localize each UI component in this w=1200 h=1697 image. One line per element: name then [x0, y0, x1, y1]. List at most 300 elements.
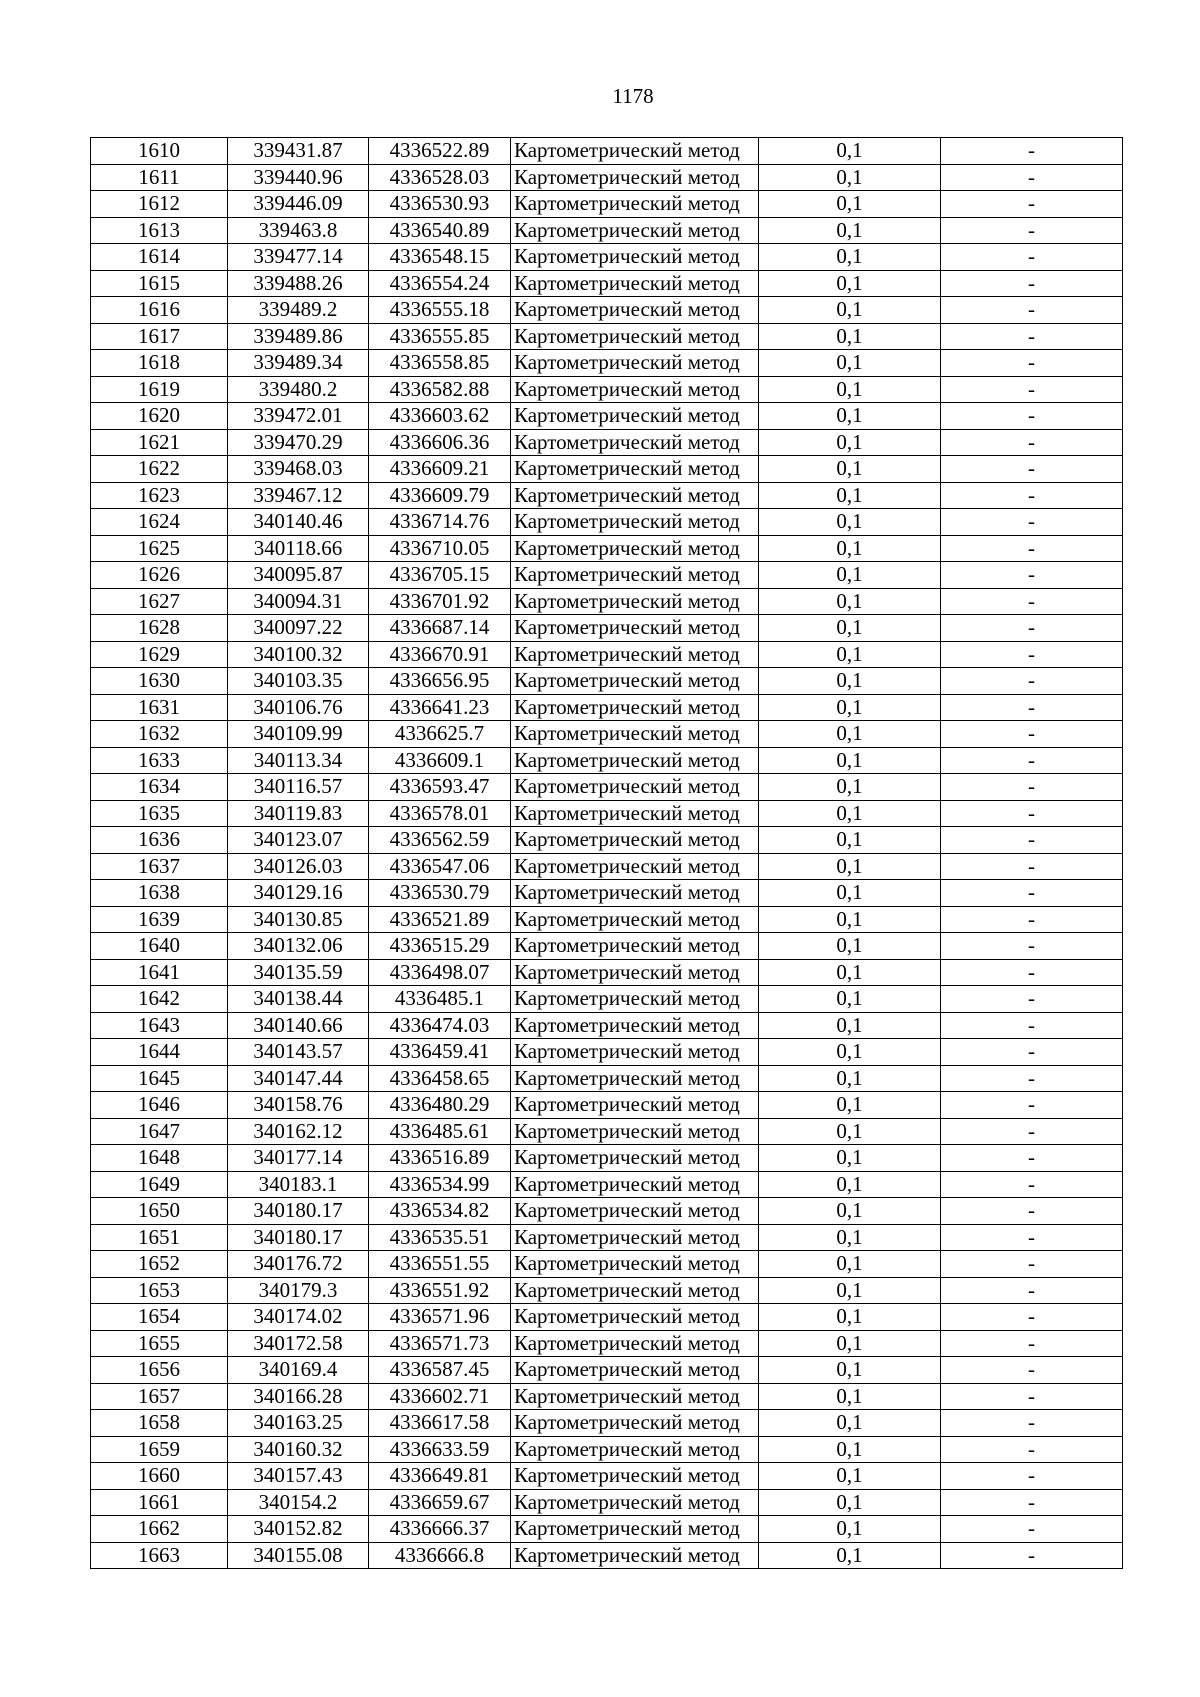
y-coordinate-cell: 4336701.92	[369, 588, 511, 615]
point-number-cell: 1616	[91, 297, 228, 324]
x-coordinate-cell: 339489.34	[228, 350, 369, 377]
method-cell: Картометрический метод	[511, 1357, 759, 1384]
description-cell: -	[941, 403, 1123, 430]
accuracy-cell: 0,1	[759, 244, 941, 271]
y-coordinate-cell: 4336530.93	[369, 191, 511, 218]
description-cell: -	[941, 615, 1123, 642]
y-coordinate-cell: 4336625.7	[369, 721, 511, 748]
y-coordinate-cell: 4336602.71	[369, 1383, 511, 1410]
y-coordinate-cell: 4336474.03	[369, 1012, 511, 1039]
table-row	[91, 1410, 1123, 1437]
accuracy-cell: 0,1	[759, 1383, 941, 1410]
point-number-cell: 1641	[91, 959, 228, 986]
method-cell: Картометрический метод	[511, 694, 759, 721]
point-number-cell: 1626	[91, 562, 228, 589]
x-coordinate-cell: 340113.34	[228, 747, 369, 774]
accuracy-cell: 0,1	[759, 164, 941, 191]
x-coordinate-cell: 340157.43	[228, 1463, 369, 1490]
x-coordinate-cell: 340109.99	[228, 721, 369, 748]
point-number-cell: 1621	[91, 429, 228, 456]
point-number-cell: 1650	[91, 1198, 228, 1225]
accuracy-cell: 0,1	[759, 1065, 941, 1092]
description-cell: -	[941, 800, 1123, 827]
description-cell: -	[941, 986, 1123, 1013]
method-cell: Картометрический метод	[511, 800, 759, 827]
description-cell: -	[941, 880, 1123, 907]
y-coordinate-cell: 4336522.89	[369, 138, 511, 165]
description-cell: -	[941, 270, 1123, 297]
method-cell: Картометрический метод	[511, 1224, 759, 1251]
x-coordinate-cell: 340129.16	[228, 880, 369, 907]
description-cell: -	[941, 297, 1123, 324]
y-coordinate-cell: 4336609.21	[369, 456, 511, 483]
point-number-cell: 1614	[91, 244, 228, 271]
point-number-cell: 1656	[91, 1357, 228, 1384]
accuracy-cell: 0,1	[759, 694, 941, 721]
table-row	[91, 1251, 1123, 1278]
table-row	[91, 668, 1123, 695]
x-coordinate-cell: 340097.22	[228, 615, 369, 642]
description-cell: -	[941, 1012, 1123, 1039]
table-row	[91, 1463, 1123, 1490]
accuracy-cell: 0,1	[759, 350, 941, 377]
x-coordinate-cell: 339489.86	[228, 323, 369, 350]
description-cell: -	[941, 721, 1123, 748]
method-cell: Картометрический метод	[511, 1330, 759, 1357]
table-row	[91, 1304, 1123, 1331]
y-coordinate-cell: 4336609.1	[369, 747, 511, 774]
table-row	[91, 986, 1123, 1013]
point-number-cell: 1644	[91, 1039, 228, 1066]
accuracy-cell: 0,1	[759, 1012, 941, 1039]
y-coordinate-cell: 4336593.47	[369, 774, 511, 801]
description-cell: -	[941, 1463, 1123, 1490]
y-coordinate-cell: 4336555.85	[369, 323, 511, 350]
description-cell: -	[941, 1489, 1123, 1516]
description-cell: -	[941, 191, 1123, 218]
point-number-cell: 1645	[91, 1065, 228, 1092]
y-coordinate-cell: 4336485.61	[369, 1118, 511, 1145]
table-row	[91, 1516, 1123, 1543]
method-cell: Картометрический метод	[511, 456, 759, 483]
description-cell: -	[941, 1383, 1123, 1410]
x-coordinate-cell: 340138.44	[228, 986, 369, 1013]
accuracy-cell: 0,1	[759, 1516, 941, 1543]
y-coordinate-cell: 4336534.82	[369, 1198, 511, 1225]
x-coordinate-cell: 340130.85	[228, 906, 369, 933]
accuracy-cell: 0,1	[759, 906, 941, 933]
table-row	[91, 588, 1123, 615]
point-number-cell: 1625	[91, 535, 228, 562]
point-number-cell: 1639	[91, 906, 228, 933]
method-cell: Картометрический метод	[511, 1198, 759, 1225]
table-row	[91, 1171, 1123, 1198]
description-cell: -	[941, 1171, 1123, 1198]
table-row	[91, 853, 1123, 880]
accuracy-cell: 0,1	[759, 641, 941, 668]
y-coordinate-cell: 4336603.62	[369, 403, 511, 430]
method-cell: Картометрический метод	[511, 482, 759, 509]
point-number-cell: 1630	[91, 668, 228, 695]
table-row	[91, 1542, 1123, 1569]
description-cell: -	[941, 1357, 1123, 1384]
table-row	[91, 535, 1123, 562]
y-coordinate-cell: 4336554.24	[369, 270, 511, 297]
accuracy-cell: 0,1	[759, 1171, 941, 1198]
method-cell: Картометрический метод	[511, 1145, 759, 1172]
x-coordinate-cell: 340177.14	[228, 1145, 369, 1172]
y-coordinate-cell: 4336710.05	[369, 535, 511, 562]
x-coordinate-cell: 340174.02	[228, 1304, 369, 1331]
description-cell: -	[941, 1065, 1123, 1092]
x-coordinate-cell: 340162.12	[228, 1118, 369, 1145]
y-coordinate-cell: 4336587.45	[369, 1357, 511, 1384]
y-coordinate-cell: 4336609.79	[369, 482, 511, 509]
x-coordinate-cell: 340103.35	[228, 668, 369, 695]
table-row	[91, 1198, 1123, 1225]
point-number-cell: 1615	[91, 270, 228, 297]
y-coordinate-cell: 4336670.91	[369, 641, 511, 668]
x-coordinate-cell: 340160.32	[228, 1436, 369, 1463]
method-cell: Картометрический метод	[511, 191, 759, 218]
y-coordinate-cell: 4336528.03	[369, 164, 511, 191]
method-cell: Картометрический метод	[511, 933, 759, 960]
accuracy-cell: 0,1	[759, 721, 941, 748]
table-row	[91, 138, 1123, 165]
description-cell: -	[941, 694, 1123, 721]
method-cell: Картометрический метод	[511, 1410, 759, 1437]
y-coordinate-cell: 4336548.15	[369, 244, 511, 271]
method-cell: Картометрический метод	[511, 403, 759, 430]
accuracy-cell: 0,1	[759, 668, 941, 695]
point-number-cell: 1640	[91, 933, 228, 960]
x-coordinate-cell: 340179.3	[228, 1277, 369, 1304]
y-coordinate-cell: 4336498.07	[369, 959, 511, 986]
x-coordinate-cell: 340118.66	[228, 535, 369, 562]
method-cell: Картометрический метод	[511, 562, 759, 589]
point-number-cell: 1663	[91, 1542, 228, 1569]
accuracy-cell: 0,1	[759, 827, 941, 854]
accuracy-cell: 0,1	[759, 509, 941, 536]
table-row	[91, 1436, 1123, 1463]
point-number-cell: 1631	[91, 694, 228, 721]
point-number-cell: 1655	[91, 1330, 228, 1357]
y-coordinate-cell: 4336555.18	[369, 297, 511, 324]
y-coordinate-cell: 4336558.85	[369, 350, 511, 377]
point-number-cell: 1613	[91, 217, 228, 244]
method-cell: Картометрический метод	[511, 1304, 759, 1331]
description-cell: -	[941, 1118, 1123, 1145]
y-coordinate-cell: 4336705.15	[369, 562, 511, 589]
table-row	[91, 615, 1123, 642]
x-coordinate-cell: 339463.8	[228, 217, 369, 244]
method-cell: Картометрический метод	[511, 774, 759, 801]
accuracy-cell: 0,1	[759, 853, 941, 880]
accuracy-cell: 0,1	[759, 323, 941, 350]
description-cell: -	[941, 774, 1123, 801]
point-number-cell: 1643	[91, 1012, 228, 1039]
accuracy-cell: 0,1	[759, 535, 941, 562]
accuracy-cell: 0,1	[759, 1304, 941, 1331]
description-cell: -	[941, 1224, 1123, 1251]
method-cell: Картометрический метод	[511, 880, 759, 907]
description-cell: -	[941, 641, 1123, 668]
point-number-cell: 1629	[91, 641, 228, 668]
point-number-cell: 1661	[91, 1489, 228, 1516]
point-number-cell: 1637	[91, 853, 228, 880]
accuracy-cell: 0,1	[759, 800, 941, 827]
y-coordinate-cell: 4336551.92	[369, 1277, 511, 1304]
method-cell: Картометрический метод	[511, 509, 759, 536]
x-coordinate-cell: 339480.2	[228, 376, 369, 403]
method-cell: Картометрический метод	[511, 1463, 759, 1490]
y-coordinate-cell: 4336578.01	[369, 800, 511, 827]
point-number-cell: 1628	[91, 615, 228, 642]
x-coordinate-cell: 339477.14	[228, 244, 369, 271]
accuracy-cell: 0,1	[759, 482, 941, 509]
y-coordinate-cell: 4336534.99	[369, 1171, 511, 1198]
method-cell: Картометрический метод	[511, 906, 759, 933]
y-coordinate-cell: 4336582.88	[369, 376, 511, 403]
accuracy-cell: 0,1	[759, 774, 941, 801]
y-coordinate-cell: 4336649.81	[369, 1463, 511, 1490]
method-cell: Картометрический метод	[511, 297, 759, 324]
point-number-cell: 1623	[91, 482, 228, 509]
point-number-cell: 1619	[91, 376, 228, 403]
point-number-cell: 1642	[91, 986, 228, 1013]
point-number-cell: 1653	[91, 1277, 228, 1304]
method-cell: Картометрический метод	[511, 244, 759, 271]
table-row	[91, 429, 1123, 456]
method-cell: Картометрический метод	[511, 615, 759, 642]
point-number-cell: 1662	[91, 1516, 228, 1543]
point-number-cell: 1646	[91, 1092, 228, 1119]
y-coordinate-cell: 4336571.96	[369, 1304, 511, 1331]
y-coordinate-cell: 4336515.29	[369, 933, 511, 960]
method-cell: Картометрический метод	[511, 1092, 759, 1119]
table-row	[91, 482, 1123, 509]
x-coordinate-cell: 340147.44	[228, 1065, 369, 1092]
accuracy-cell: 0,1	[759, 297, 941, 324]
method-cell: Картометрический метод	[511, 1383, 759, 1410]
table-row	[91, 217, 1123, 244]
table-row	[91, 1330, 1123, 1357]
description-cell: -	[941, 509, 1123, 536]
accuracy-cell: 0,1	[759, 191, 941, 218]
x-coordinate-cell: 339488.26	[228, 270, 369, 297]
point-number-cell: 1612	[91, 191, 228, 218]
point-number-cell: 1651	[91, 1224, 228, 1251]
y-coordinate-cell: 4336666.8	[369, 1542, 511, 1569]
point-number-cell: 1622	[91, 456, 228, 483]
x-coordinate-cell: 340126.03	[228, 853, 369, 880]
x-coordinate-cell: 339472.01	[228, 403, 369, 430]
method-cell: Картометрический метод	[511, 668, 759, 695]
y-coordinate-cell: 4336530.79	[369, 880, 511, 907]
point-number-cell: 1657	[91, 1383, 228, 1410]
y-coordinate-cell: 4336485.1	[369, 986, 511, 1013]
description-cell: -	[941, 244, 1123, 271]
y-coordinate-cell: 4336571.73	[369, 1330, 511, 1357]
description-cell: -	[941, 1516, 1123, 1543]
accuracy-cell: 0,1	[759, 403, 941, 430]
description-cell: -	[941, 747, 1123, 774]
x-coordinate-cell: 340095.87	[228, 562, 369, 589]
x-coordinate-cell: 340154.2	[228, 1489, 369, 1516]
table-row	[91, 880, 1123, 907]
method-cell: Картометрический метод	[511, 1489, 759, 1516]
method-cell: Картометрический метод	[511, 721, 759, 748]
x-coordinate-cell: 339446.09	[228, 191, 369, 218]
accuracy-cell: 0,1	[759, 429, 941, 456]
accuracy-cell: 0,1	[759, 1489, 941, 1516]
y-coordinate-cell: 4336459.41	[369, 1039, 511, 1066]
table-row	[91, 191, 1123, 218]
accuracy-cell: 0,1	[759, 986, 941, 1013]
x-coordinate-cell: 339470.29	[228, 429, 369, 456]
table-row	[91, 297, 1123, 324]
description-cell: -	[941, 456, 1123, 483]
description-cell: -	[941, 1039, 1123, 1066]
table-row	[91, 323, 1123, 350]
description-cell: -	[941, 588, 1123, 615]
y-coordinate-cell: 4336551.55	[369, 1251, 511, 1278]
method-cell: Картометрический метод	[511, 1251, 759, 1278]
x-coordinate-cell: 339440.96	[228, 164, 369, 191]
description-cell: -	[941, 933, 1123, 960]
x-coordinate-cell: 340094.31	[228, 588, 369, 615]
point-number-cell: 1652	[91, 1251, 228, 1278]
accuracy-cell: 0,1	[759, 138, 941, 165]
y-coordinate-cell: 4336687.14	[369, 615, 511, 642]
method-cell: Картометрический метод	[511, 138, 759, 165]
x-coordinate-cell: 340140.66	[228, 1012, 369, 1039]
accuracy-cell: 0,1	[759, 959, 941, 986]
x-coordinate-cell: 340143.57	[228, 1039, 369, 1066]
y-coordinate-cell: 4336540.89	[369, 217, 511, 244]
accuracy-cell: 0,1	[759, 270, 941, 297]
y-coordinate-cell: 4336535.51	[369, 1224, 511, 1251]
table-row	[91, 694, 1123, 721]
x-coordinate-cell: 340140.46	[228, 509, 369, 536]
point-number-cell: 1620	[91, 403, 228, 430]
method-cell: Картометрический метод	[511, 1065, 759, 1092]
table-row	[91, 350, 1123, 377]
accuracy-cell: 0,1	[759, 1436, 941, 1463]
description-cell: -	[941, 853, 1123, 880]
point-number-cell: 1627	[91, 588, 228, 615]
accuracy-cell: 0,1	[759, 1145, 941, 1172]
table-row	[91, 1357, 1123, 1384]
point-number-cell: 1648	[91, 1145, 228, 1172]
method-cell: Картометрический метод	[511, 1277, 759, 1304]
x-coordinate-cell: 340116.57	[228, 774, 369, 801]
y-coordinate-cell: 4336606.36	[369, 429, 511, 456]
y-coordinate-cell: 4336480.29	[369, 1092, 511, 1119]
coordinates-table	[90, 137, 1123, 1569]
description-cell: -	[941, 1304, 1123, 1331]
accuracy-cell: 0,1	[759, 1198, 941, 1225]
description-cell: -	[941, 1145, 1123, 1172]
description-cell: -	[941, 668, 1123, 695]
x-coordinate-cell: 340180.17	[228, 1198, 369, 1225]
point-number-cell: 1633	[91, 747, 228, 774]
x-coordinate-cell: 339431.87	[228, 138, 369, 165]
table-row	[91, 933, 1123, 960]
method-cell: Картометрический метод	[511, 1039, 759, 1066]
accuracy-cell: 0,1	[759, 562, 941, 589]
table-row	[91, 721, 1123, 748]
point-number-cell: 1624	[91, 509, 228, 536]
y-coordinate-cell: 4336516.89	[369, 1145, 511, 1172]
y-coordinate-cell: 4336547.06	[369, 853, 511, 880]
point-number-cell: 1617	[91, 323, 228, 350]
accuracy-cell: 0,1	[759, 1357, 941, 1384]
table-row	[91, 509, 1123, 536]
accuracy-cell: 0,1	[759, 1330, 941, 1357]
table-row	[91, 1383, 1123, 1410]
method-cell: Картометрический метод	[511, 217, 759, 244]
x-coordinate-cell: 339468.03	[228, 456, 369, 483]
table-row	[91, 1012, 1123, 1039]
accuracy-cell: 0,1	[759, 1092, 941, 1119]
y-coordinate-cell: 4336656.95	[369, 668, 511, 695]
accuracy-cell: 0,1	[759, 1463, 941, 1490]
method-cell: Картометрический метод	[511, 1118, 759, 1145]
point-number-cell: 1658	[91, 1410, 228, 1437]
point-number-cell: 1634	[91, 774, 228, 801]
table-row	[91, 376, 1123, 403]
x-coordinate-cell: 340166.28	[228, 1383, 369, 1410]
table-row	[91, 562, 1123, 589]
x-coordinate-cell: 340119.83	[228, 800, 369, 827]
table-row	[91, 774, 1123, 801]
description-cell: -	[941, 906, 1123, 933]
method-cell: Картометрический метод	[511, 1171, 759, 1198]
method-cell: Картометрический метод	[511, 959, 759, 986]
y-coordinate-cell: 4336562.59	[369, 827, 511, 854]
method-cell: Картометрический метод	[511, 986, 759, 1013]
x-coordinate-cell: 340132.06	[228, 933, 369, 960]
description-cell: -	[941, 1277, 1123, 1304]
x-coordinate-cell: 340152.82	[228, 1516, 369, 1543]
y-coordinate-cell: 4336641.23	[369, 694, 511, 721]
accuracy-cell: 0,1	[759, 588, 941, 615]
table-row	[91, 1224, 1123, 1251]
point-number-cell: 1618	[91, 350, 228, 377]
y-coordinate-cell: 4336633.59	[369, 1436, 511, 1463]
table-row	[91, 1039, 1123, 1066]
x-coordinate-cell: 340180.17	[228, 1224, 369, 1251]
description-cell: -	[941, 482, 1123, 509]
description-cell: -	[941, 535, 1123, 562]
table-row	[91, 244, 1123, 271]
method-cell: Картометрический метод	[511, 1012, 759, 1039]
method-cell: Картометрический метод	[511, 853, 759, 880]
table-row	[91, 270, 1123, 297]
method-cell: Картометрический метод	[511, 323, 759, 350]
method-cell: Картометрический метод	[511, 1436, 759, 1463]
x-coordinate-cell: 340100.32	[228, 641, 369, 668]
x-coordinate-cell: 340123.07	[228, 827, 369, 854]
table-row	[91, 827, 1123, 854]
point-number-cell: 1638	[91, 880, 228, 907]
point-number-cell: 1659	[91, 1436, 228, 1463]
x-coordinate-cell: 340106.76	[228, 694, 369, 721]
x-coordinate-cell: 340176.72	[228, 1251, 369, 1278]
accuracy-cell: 0,1	[759, 880, 941, 907]
x-coordinate-cell: 340183.1	[228, 1171, 369, 1198]
